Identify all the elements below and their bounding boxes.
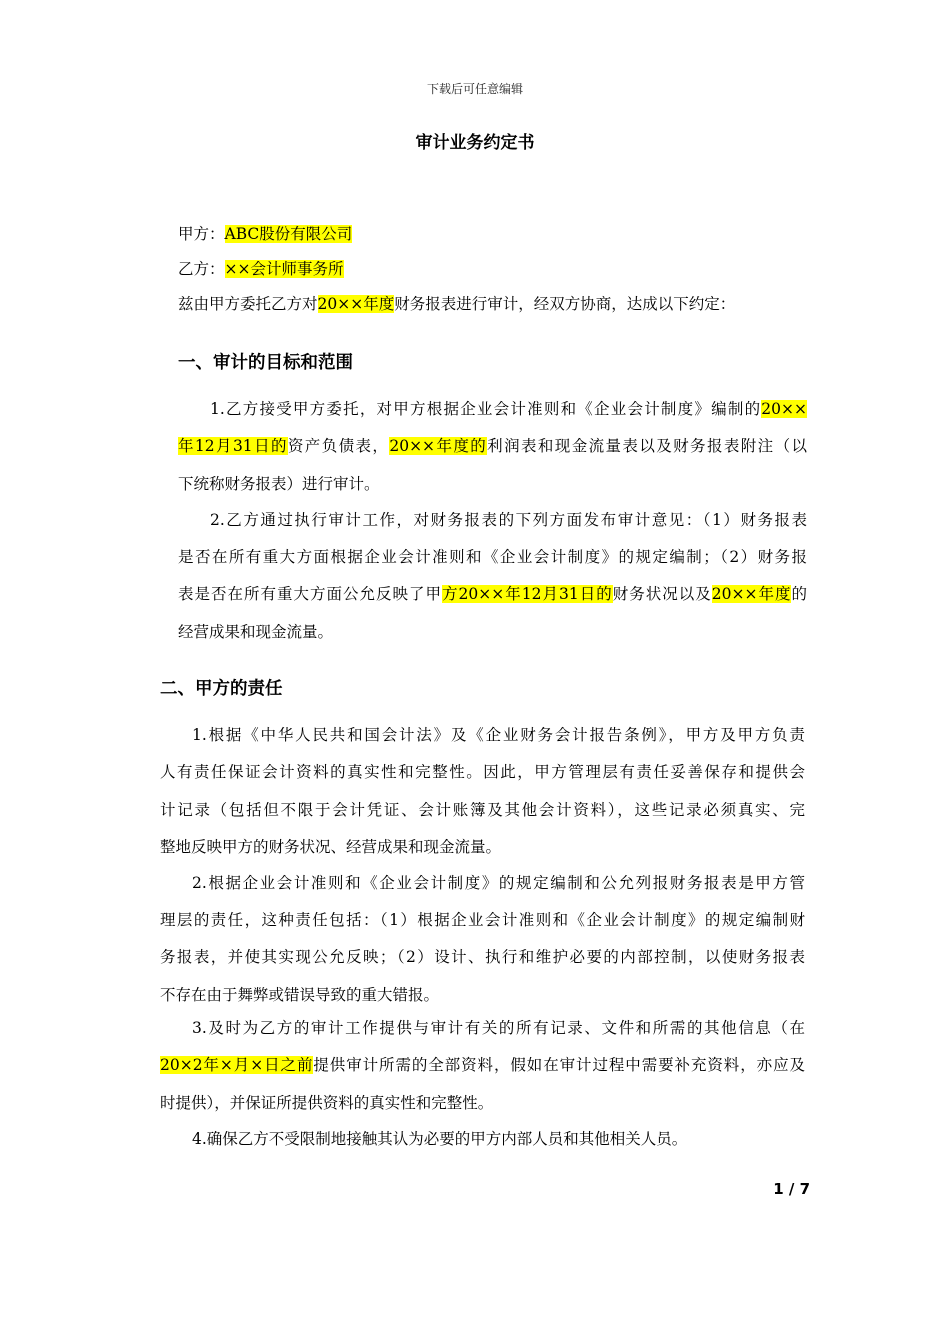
intro-highlight: 20××年度 bbox=[317, 295, 395, 313]
s2-p3-line2 bbox=[160, 1054, 805, 1076]
s2-p3-text: 提供审计所需的全部资料，假如在审计过程中需要补充资料，亦应及 bbox=[313, 1056, 805, 1074]
s2-p2-line2: 理层的责任，这种责任包括：（1）根据企业会计准则和《企业会计制度》的规定编制财 bbox=[160, 911, 805, 929]
s1-p1-line3: 下统称财务报表）进行审计。 bbox=[178, 475, 380, 493]
s2-p2-line4: 不存在由于舞弊或错误导致的重大错报。 bbox=[160, 986, 440, 1004]
party-b-line bbox=[178, 258, 344, 280]
intro-text-end: 财务报表进行审计，经双方协商，达成以下约定： bbox=[394, 295, 736, 313]
page-header: 下载后可任意编辑 bbox=[426, 82, 523, 96]
s1-p2-text: 的 bbox=[791, 585, 807, 603]
s2-p3-line3: 时提供），并保证所提供资料的真实性和完整性。 bbox=[160, 1094, 494, 1112]
s2-p1-line2: 人有责任保证会计资料的真实性和完整性。因此，甲方管理层有责任妥善保存和提供会 bbox=[160, 763, 805, 781]
intro-line bbox=[178, 293, 735, 315]
document-title: 审计业务约定书 bbox=[415, 133, 535, 153]
section2-heading: 二、甲方的责任 bbox=[160, 679, 283, 699]
s1-p2-line1: 2.乙方通过执行审计工作，对财务报表的下列方面发布审计意见：（1）财务报表 bbox=[210, 511, 807, 529]
s1-p1-text: 资产负债表， bbox=[287, 437, 390, 455]
s2-p3-line1: 3.及时为乙方的审计工作提供与审计有关的所有记录、文件和所需的其他信息（在 bbox=[192, 1019, 805, 1037]
s1-p1-line1 bbox=[210, 398, 807, 420]
s1-p1-date-highlight: 年12月31日的 bbox=[178, 437, 288, 455]
s1-p2-date-highlight: 方20××年12月31日的 bbox=[442, 585, 613, 603]
s2-p1-line1: 1.根据《中华人民共和国会计法》及《企业财务会计报告条例》，甲方及甲方负责 bbox=[192, 726, 805, 744]
s2-p1-line3: 计记录（包括但不限于会计凭证、会计账簿及其他会计资料），这些记录必须真实、完 bbox=[160, 801, 805, 819]
s1-p2-line4: 经营成果和现金流量。 bbox=[178, 623, 334, 641]
s1-p1-text: 1.乙方接受甲方委托，对甲方根据企业会计准则和《企业会计制度》编制的 bbox=[210, 400, 762, 418]
page-number: 1 / 7 bbox=[773, 1180, 810, 1198]
s1-p2-text: 财务状况以及 bbox=[612, 585, 712, 603]
s1-p1-text: 利润表和现金流量表以及财务报表附注（以 bbox=[487, 437, 807, 455]
s1-p2-year-highlight: 20××年度 bbox=[711, 585, 792, 603]
s1-p2-line3 bbox=[178, 583, 807, 605]
s2-p1-line4: 整地反映甲方的财务状况、经营成果和现金流量。 bbox=[160, 838, 502, 856]
s1-p1-highlight: 20×× bbox=[761, 400, 807, 418]
s2-p2-line1: 2.根据企业会计准则和《企业会计制度》的规定编制和公允列报财务报表是甲方管 bbox=[192, 874, 805, 892]
party-a-label: 甲方： bbox=[178, 225, 225, 243]
party-a-line bbox=[178, 223, 352, 245]
s1-p1-line2 bbox=[178, 435, 807, 457]
s2-p4-line1: 4.确保乙方不受限制地接触其认为必要的甲方内部人员和其他相关人员。 bbox=[192, 1130, 688, 1148]
party-b-label: 乙方： bbox=[178, 260, 225, 278]
s2-p3-date-highlight: 20×2年×月×日之前 bbox=[160, 1056, 314, 1074]
s1-p2-text: 表是否在所有重大方面公允反映了甲 bbox=[178, 585, 443, 603]
party-a-name: ABC股份有限公司 bbox=[224, 225, 353, 243]
party-b-name: ××会计师事务所 bbox=[224, 260, 344, 278]
s2-p2-line3: 务报表，并使其实现公允反映；（2）设计、执行和维护必要的内部控制，以使财务报表 bbox=[160, 948, 805, 966]
section1-heading: 一、审计的目标和范围 bbox=[178, 353, 353, 373]
intro-text: 兹由甲方委托乙方对 bbox=[178, 295, 318, 313]
s1-p1-year-highlight: 20××年度的 bbox=[389, 437, 488, 455]
s1-p2-line2: 是否在所有重大方面根据企业会计准则和《企业会计制度》的规定编制；（2）财务报 bbox=[178, 548, 807, 566]
